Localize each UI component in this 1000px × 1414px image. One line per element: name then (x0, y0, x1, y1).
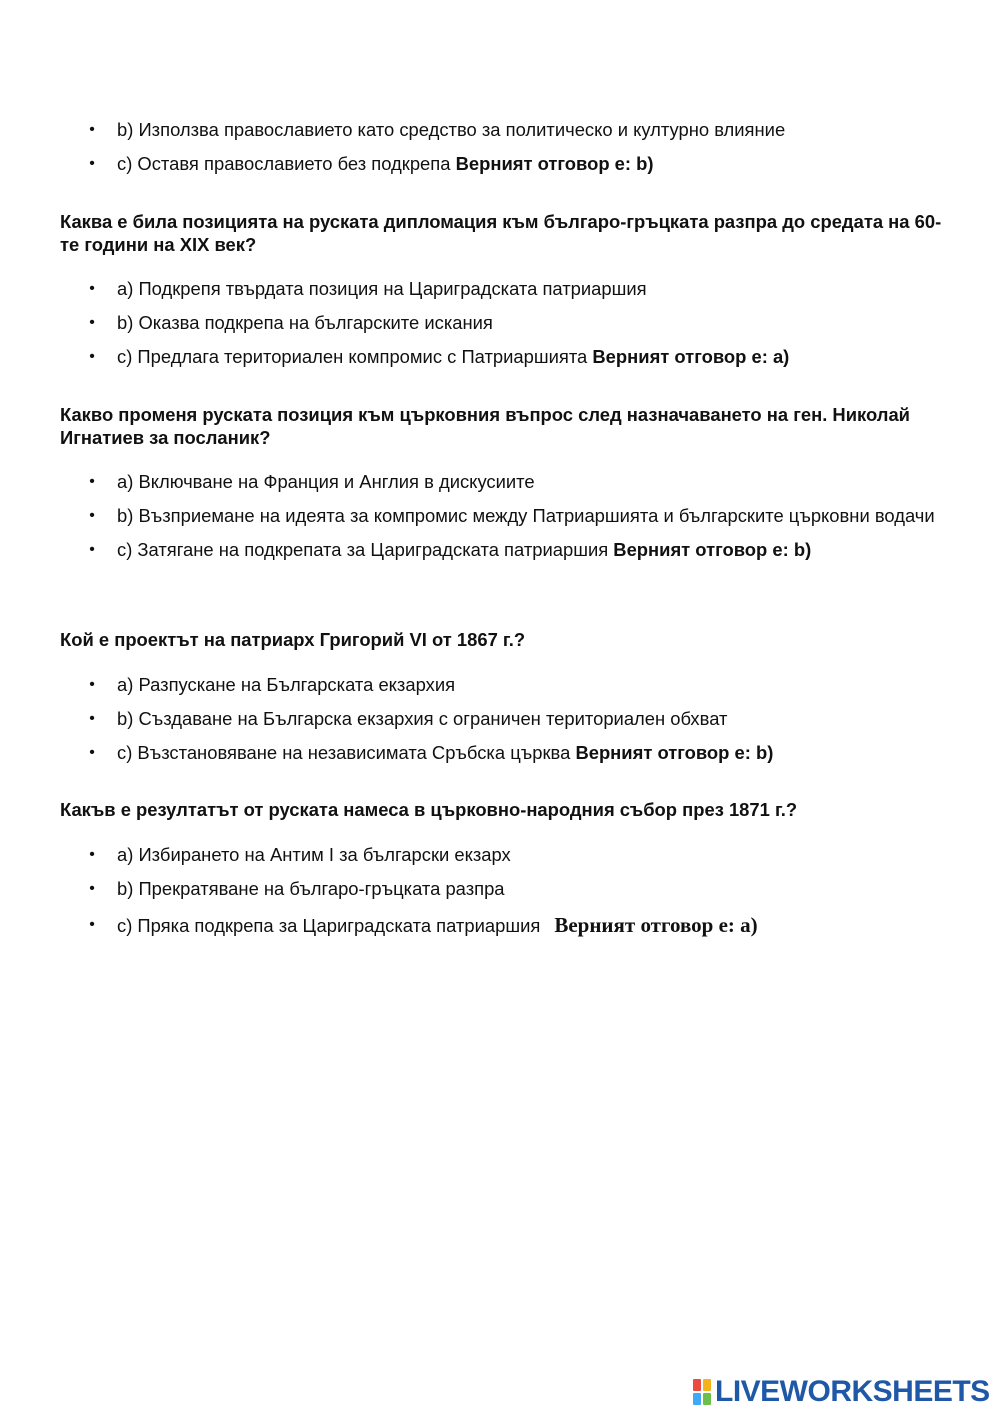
bullet-icon: • (89, 121, 95, 138)
correct-answer: Верният отговор е: b) (613, 539, 812, 560)
q2-options (0, 465, 1000, 567)
bullet-icon: • (89, 348, 95, 365)
question-1: Каква е била позицията на руската дипломация към българо-гръцката разпра до средата на 60-те години на XIX век? (60, 211, 942, 255)
bullet-icon: • (89, 155, 95, 172)
q2-option-c: • c) Затягане на подкрепата за Цариградската патриаршия Верният отговор е: b) (0, 533, 1000, 567)
q0-option-c: • c) Оставя православието без подкрепа Верният отговор е: b) (0, 147, 1000, 181)
q2-option-b: • b) Възприемане на идеята за компромис между Патриаршията и българските църковни водачи (0, 499, 1000, 533)
q0-option-b: • b) Използва православието като средство за политическо и културно влияние (0, 113, 1000, 147)
q3-options (0, 668, 1000, 770)
q2-option-a: • a) Включване на Франция и Англия в дискусиите (0, 465, 1000, 499)
bullet-icon: • (89, 676, 95, 693)
correct-answer: Верният отговор е: b) (455, 153, 654, 174)
bullet-icon: • (89, 880, 95, 897)
bullet-icon: • (89, 280, 95, 297)
liveworksheets-logo-icon (693, 1379, 711, 1405)
bullet-icon: • (89, 916, 95, 933)
q3-option-c: • c) Възстановяване на независимата Сръбска църква Верният отговор е: b) (0, 736, 1000, 770)
correct-answer: Верният отговор е: a) (554, 913, 758, 937)
q1-option-a: • a) Подкрепя твърдата позиция на Цариградската патриаршия (0, 272, 1000, 306)
question-3: Кой е проектът на патриарх Григорий VI от 1867 г.? (60, 629, 526, 650)
q3-option-a: • a) Разпускане на Българската екзархия (0, 668, 1000, 702)
q4-option-c: • c) Пряка подкрепа за Цариградската патриаршия Верният отговор е: a) (0, 906, 1000, 945)
q4-options (0, 838, 1000, 945)
q1-option-c: • c) Предлага териториален компромис с Патриаршията Верният отговор е: a) (0, 340, 1000, 374)
q1-options (0, 272, 1000, 374)
bullet-icon: • (89, 846, 95, 863)
bullet-icon: • (89, 473, 95, 490)
q0-options (0, 113, 1000, 181)
question-2: Какво променя руската позиция към църковния въпрос след назначаването на ген. Николай Игнатиев за посланик? (60, 404, 910, 448)
bullet-icon: • (89, 507, 95, 524)
bullet-icon: • (89, 744, 95, 761)
q3-option-b: • b) Създаване на Българска екзархия с ограничен териториален обхват (0, 702, 1000, 736)
q4-option-a: • a) Избирането на Антим I за български екзарх (0, 838, 1000, 872)
bullet-icon: • (89, 314, 95, 331)
question-4: Какъв е резултатът от руската намеса в църковно-народния събор през 1871 г.? (60, 799, 798, 820)
logo-text: LIVEWORKSHEETS (715, 1375, 990, 1408)
q1-option-b: • b) Оказва подкрепа на българските искания (0, 306, 1000, 340)
q4-option-b: • b) Прекратяване на българо-гръцката разпра (0, 872, 1000, 906)
bullet-icon: • (89, 710, 95, 727)
bullet-icon: • (89, 541, 95, 558)
correct-answer: Верният отговор е: a) (592, 346, 790, 367)
liveworksheets-logo (693, 1375, 990, 1408)
correct-answer: Верният отговор е: b) (575, 742, 774, 763)
